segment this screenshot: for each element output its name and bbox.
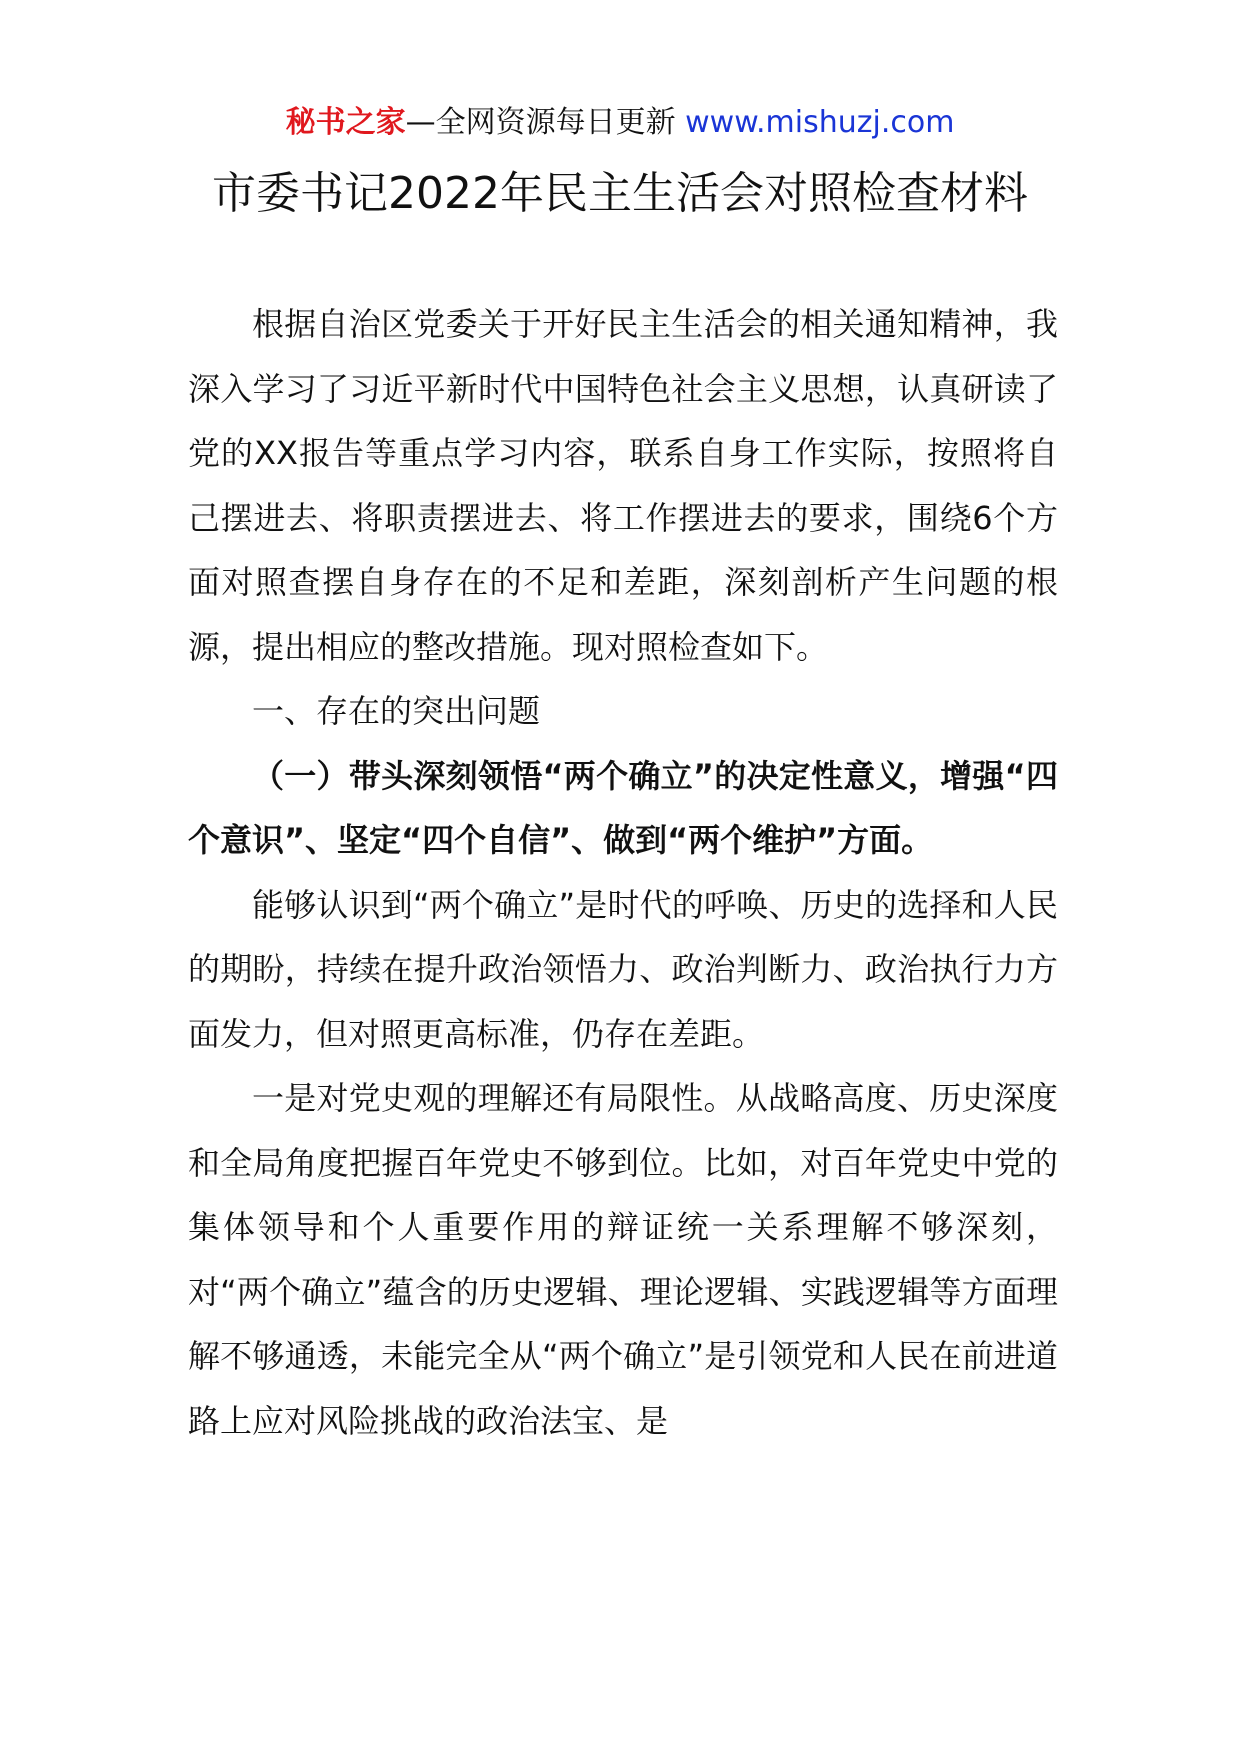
section-heading: 一、存在的突出问题 — [252, 692, 541, 730]
intro-paragraph: 根据自治区党委关于开好民主生活会的相关通知精神，我深入学习了习近平新时代中国特色社会主义思想，认真研读了党的XX报告等重点学习内容，联系自身工作实际，按照将自己摆进去、将职责摆进去、将工作摆进去的要求，围绕6个方面对照查摆自身存在的不足和差距，深刻剖析产生问题的根源，提出相应的整改措施。现对照检查如下。 — [188, 305, 1058, 666]
site-url-link[interactable]: www.mishuzj.com — [685, 105, 955, 140]
site-header — [0, 100, 1240, 146]
document-title: 市委书记2022年民主生活会对照检查材料 — [212, 168, 1028, 219]
header-tagline: —全网资源每日更新 — [405, 105, 686, 140]
body-paragraph: 能够认识到“两个确立”是时代的呼唤、历史的选择和人民的期盼，持续在提升政治领悟力、政治判断力、政治执行力方面发力，但对照更高标准，仍存在差距。 — [188, 885, 1058, 1053]
subsection-heading: （一）带头深刻领悟“两个确立”的决定性意义，增强“四个意识”、坚定“四个自信”、做到“两个维护”方面。 — [188, 756, 1058, 859]
brand-name: 秘书之家 — [285, 105, 406, 140]
document-body — [188, 292, 1058, 1453]
body-paragraph: 一是对党史观的理解还有局限性。从战略高度、历史深度和全局角度把握百年党史不够到位。比如，对百年党史中党的集体领导和个人重要作用的辩证统一关系理解不够深刻，对“两个确立”蕴含的历史逻辑、理论逻辑、实践逻辑等方面理解不够通透，未能完全从“两个确立”是引领党和人民在前进道路上应对风险挑战的政治法宝、是 — [188, 1079, 1058, 1440]
